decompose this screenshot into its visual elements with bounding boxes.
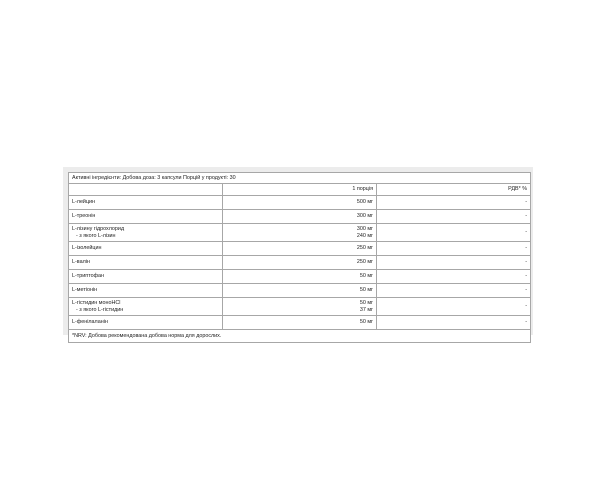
ingredient-cell bbox=[69, 270, 223, 284]
header-serving: 1 порція bbox=[223, 184, 377, 196]
table-row bbox=[69, 196, 531, 210]
table-footnote-row bbox=[69, 330, 531, 343]
amount-value: 50 мг bbox=[359, 300, 373, 307]
table-row bbox=[69, 316, 531, 330]
table-row bbox=[69, 242, 531, 256]
supplement-facts-table bbox=[68, 172, 531, 343]
amount-cell bbox=[223, 224, 377, 242]
amount-value: 37 мг bbox=[359, 306, 373, 313]
amount-value: 500 мг bbox=[356, 199, 373, 206]
table-title-row bbox=[69, 173, 531, 184]
amount-value: 250 мг bbox=[356, 259, 373, 266]
rdv-cell: - bbox=[377, 298, 531, 316]
amount-value: 250 мг bbox=[356, 245, 373, 252]
ingredient-subname: - з якого L-лізин bbox=[76, 232, 116, 239]
ingredient-name: L-лейцин bbox=[72, 199, 96, 206]
ingredient-name: L-триптофан bbox=[72, 273, 105, 280]
ingredient-cell bbox=[69, 256, 223, 270]
table-row bbox=[69, 270, 531, 284]
table-row bbox=[69, 224, 531, 242]
amount-value: 300 мг bbox=[356, 213, 373, 220]
rdv-cell: - bbox=[377, 270, 531, 284]
table-row bbox=[69, 256, 531, 270]
table-title: Активні інгредієнти: Добова доза: 3 капсули Порцій у продукті: 30 bbox=[69, 173, 531, 184]
rdv-cell: - bbox=[377, 256, 531, 270]
amount-cell bbox=[223, 210, 377, 224]
ingredient-cell bbox=[69, 316, 223, 330]
ingredient-name: L-лізину гідрохлорид bbox=[72, 226, 125, 233]
ingredient-name: L-валін bbox=[72, 259, 90, 266]
rdv-cell: - bbox=[377, 224, 531, 242]
rdv-cell: - bbox=[377, 196, 531, 210]
ingredient-cell bbox=[69, 284, 223, 298]
amount-cell bbox=[223, 298, 377, 316]
ingredient-name: L-гістидин моноНCl bbox=[72, 300, 121, 307]
ingredient-name: L-треонін bbox=[72, 213, 96, 220]
rdv-cell: - bbox=[377, 210, 531, 224]
ingredient-name: L-фенілаланін bbox=[72, 319, 108, 326]
ingredient-cell bbox=[69, 210, 223, 224]
ingredient-subname: - з якого L-гістидин bbox=[76, 306, 124, 313]
amount-cell bbox=[223, 316, 377, 330]
ingredient-name: L-ізолейцин bbox=[72, 245, 102, 252]
table-row bbox=[69, 210, 531, 224]
rdv-cell: - bbox=[377, 316, 531, 330]
rdv-cell: - bbox=[377, 242, 531, 256]
amount-cell bbox=[223, 196, 377, 210]
ingredient-cell bbox=[69, 298, 223, 316]
ingredient-name: L-метіонін bbox=[72, 287, 98, 294]
amount-value: 300 мг bbox=[356, 226, 373, 233]
amount-cell bbox=[223, 270, 377, 284]
rdv-cell: - bbox=[377, 284, 531, 298]
table-header-row bbox=[69, 184, 531, 196]
table-footnote: *NRV: Добова рекомендована добова норма для дорослих. bbox=[69, 330, 531, 343]
table-row bbox=[69, 298, 531, 316]
header-rdv: РДВ* % bbox=[377, 184, 531, 196]
ingredient-cell bbox=[69, 242, 223, 256]
table-row bbox=[69, 284, 531, 298]
header-ingredient bbox=[69, 184, 223, 196]
amount-value: 240 мг bbox=[356, 232, 373, 239]
amount-value: 50 мг bbox=[359, 273, 373, 280]
ingredient-cell bbox=[69, 196, 223, 210]
amount-cell bbox=[223, 284, 377, 298]
amount-cell bbox=[223, 242, 377, 256]
ingredient-cell bbox=[69, 224, 223, 242]
amount-value: 50 мг bbox=[359, 287, 373, 294]
amount-cell bbox=[223, 256, 377, 270]
amount-value: 50 мг bbox=[359, 319, 373, 326]
